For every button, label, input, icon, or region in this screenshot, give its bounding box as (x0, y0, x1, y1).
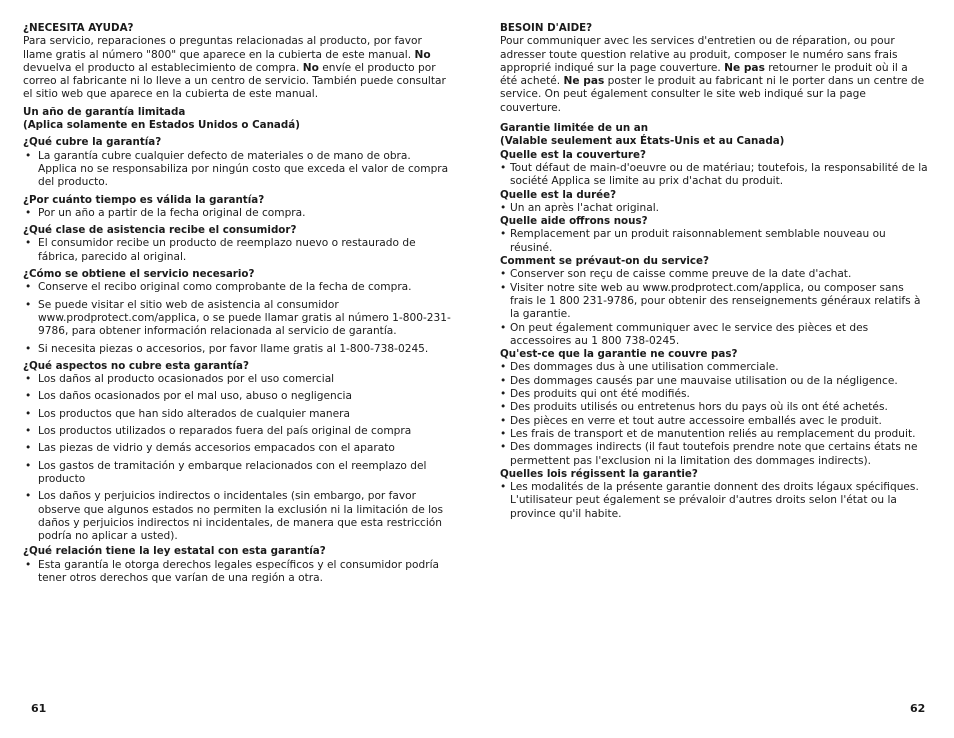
question-service: Comment se prévaut-on du service? (500, 255, 709, 268)
answer-list-coverage (500, 162, 928, 189)
list-item: • Los daños ocasionados por el mal uso, abuso o negligencia (23, 390, 453, 403)
list-item: • Des produits utilisés ou entretenus hors du pays où ils ont été achetés. (500, 401, 928, 414)
answer-list-coverage (23, 150, 453, 190)
list-item: • Des pièces en verre et tout autre accessoire emballés avec le produit. (500, 415, 928, 428)
answer-list-duration (500, 202, 928, 215)
list-item: • La garantía cubre cualquier defecto de materiales o de mano de obra. Applica no se responsabiliza por ningún costo que exceda el valor de compra del producto. (23, 150, 453, 190)
help-paragraph (23, 35, 453, 101)
spanish-column (23, 22, 453, 589)
list-item: • Tout défaut de main-d'oeuvre ou de matériau; toutefois, la responsabilité de la société Applica se limite au prix d'achat du produit. (500, 162, 928, 189)
page-number-left: 61 (31, 702, 47, 715)
help-text-3: poster le produit au fabricant ni le porter dans un centre de service. On peut également consulter le site web indiqué sur la page couverture. (500, 75, 925, 114)
answer-list-service (23, 281, 453, 355)
question-duration: ¿Por cuánto tiempo es válida la garantía? (23, 193, 265, 206)
help-emphasis-1: No (414, 48, 431, 61)
help-emphasis-2: Ne pas (563, 75, 605, 88)
question-coverage: Quelle est la couverture? (500, 148, 646, 161)
list-item: • El consumidor recibe un producto de reemplazo nuevo o restaurado de fábrica, parecido al original. (23, 237, 453, 264)
answer-list-state-law (23, 559, 453, 586)
warranty-title: Un año de garantía limitada (23, 105, 186, 118)
list-item: • Des produits qui ont été modifiés. (500, 388, 928, 401)
help-heading: BESOIN D'AIDE? (500, 22, 593, 34)
warranty-subtitle: (Aplica solamente en Estados Unidos o Canadá) (23, 119, 300, 132)
list-item: • On peut également communiquer avec le service des pièces et des accessoires au 1 800 738-0245. (500, 322, 928, 349)
question-assistance: Quelle aide offrons nous? (500, 215, 648, 228)
help-text-1: Pour communiquer avec les services d'entretien ou de réparation, ou pour adresser toute question relative au produit, composer le numéro sans frais approprié indiqué sur la page couverture. (500, 35, 898, 74)
list-item: • Conserver son reçu de caisse comme preuve de la date d'achat. (500, 268, 928, 281)
list-item: • Los daños al producto ocasionados por el uso comercial (23, 373, 453, 386)
help-text-2: devuelva el producto al establecimiento de compra. (23, 61, 303, 74)
list-item: • Les frais de transport et de manutention reliés au remplacement du produit. (500, 428, 928, 441)
list-item: • Los productos que han sido alterados de cualquier manera (23, 408, 453, 421)
question-coverage: ¿Qué cubre la garantía? (23, 136, 162, 149)
list-item: • Des dommages causés par une mauvaise utilisation ou de la négligence. (500, 375, 928, 388)
french-column (500, 22, 928, 521)
question-duration: Quelle est la durée? (500, 188, 617, 201)
help-emphasis-1: Ne pas (724, 61, 765, 74)
help-heading: ¿NECESITA AYUDA? (23, 22, 134, 34)
list-item: • Des dommages indirects (il faut toutefois prendre note que certains états ne permettent pas l'exclusion ni la limitation des dommages indirects). (500, 441, 928, 468)
list-item: • Los productos utilizados o reparados fuera del país original de compra (23, 425, 453, 438)
answer-list-service (500, 268, 928, 348)
answer-list-state-law (500, 481, 928, 521)
help-text-1: Para servicio, reparaciones o preguntas relacionadas al producto, por favor llame gratis al número "800" que aparece en la cubierta de este manual. (23, 35, 422, 61)
list-item: • Los daños y perjuicios indirectos o incidentales (sin embargo, por favor observe que algunos estados no permiten la exclusión ni la limitación de los daños y perjuicios indirectos ni incidentales, de manera que esta restricción podría no aplicar a usted). (23, 490, 453, 543)
help-paragraph (500, 35, 928, 115)
help-emphasis-2: No (302, 61, 319, 74)
answer-list-exclusions (23, 373, 453, 543)
question-state-law: Quelles lois régissent la garantie? (500, 467, 698, 480)
question-service: ¿Cómo se obtiene el servicio necesario? (23, 268, 255, 281)
warranty-subtitle: (Valable seulement aux États-Unis et au Canada) (500, 135, 785, 148)
list-item: • Los gastos de tramitación y embarque relacionados con el reemplazo del producto (23, 460, 453, 487)
list-item: • Las piezas de vidrio y demás accesorios empacados con el aparato (23, 442, 453, 455)
answer-list-assistance (500, 228, 928, 255)
question-exclusions: ¿Qué aspectos no cubre esta garantía? (23, 359, 249, 372)
list-item: • Conserve el recibo original como comprobante de la fecha de compra. (23, 281, 453, 294)
list-item: • Esta garantía le otorga derechos legales específicos y el consumidor podría tener otros derechos que varían de una región a otra. (23, 559, 453, 586)
list-item: • Un an après l'achat original. (500, 202, 928, 215)
page-number-right: 62 (910, 702, 926, 715)
help-text-2: retourner le produit où il a été acheté. (500, 61, 908, 88)
question-state-law: ¿Qué relación tiene la ley estatal con esta garantía? (23, 545, 326, 558)
list-item: • Des dommages dus à une utilisation commerciale. (500, 361, 928, 374)
warranty-title: Garantie limitée de un an (500, 122, 649, 135)
list-item: • Remplacement par un produit raisonnablement semblable nouveau ou réusiné. (500, 228, 928, 255)
help-text-3: envíe el producto por correo al fabricante ni lo lleve a un centro de servicio. También puede consultar el sitio web que aparece en la cubierta de este manual. (23, 61, 446, 101)
list-item: • Visiter notre site web au www.prodprotect.com/applica, ou composer sans frais le 1 800 231-9786, pour obtenir des renseignements généraux relatifs à la garantie. (500, 282, 928, 322)
list-item: • Por un año a partir de la fecha original de compra. (23, 207, 453, 220)
answer-list-assistance (23, 237, 453, 264)
question-exclusions: Qu'est-ce que la garantie ne couvre pas? (500, 348, 738, 361)
list-item: • Si necesita piezas o accesorios, por favor llame gratis al 1-800-738-0245. (23, 343, 453, 356)
list-item: • Se puede visitar el sitio web de asistencia al consumidor www.prodprotect.com/applica, o se puede llamar gratis al número 1-800-231-9786, para obtener información relacionada al servicio de garantía. (23, 299, 453, 339)
answer-list-duration (23, 207, 453, 220)
question-assistance: ¿Qué clase de asistencia recibe el consumidor? (23, 224, 297, 237)
list-item: • Les modalités de la présente garantie donnent des droits légaux spécifiques. L'utilisateur peut également se prévaloir d'autres droits selon l'état ou la province qu'il habite. (500, 481, 928, 521)
answer-list-exclusions (500, 361, 928, 467)
